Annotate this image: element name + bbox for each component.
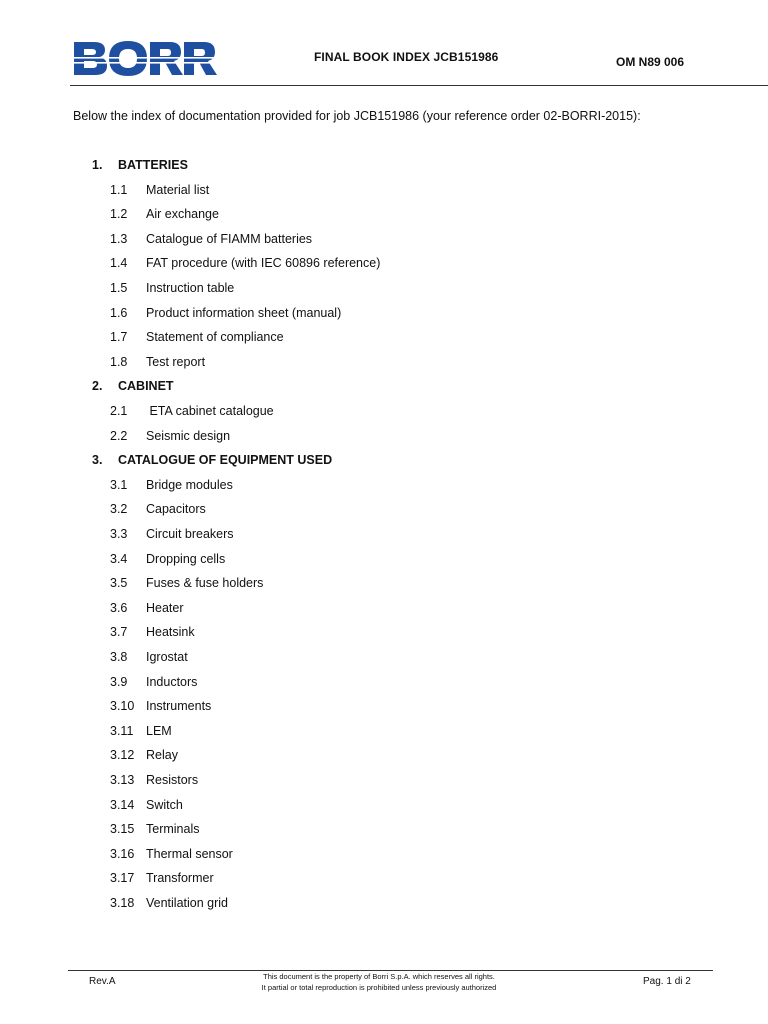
section-number: 1. [92,158,103,172]
section-title: BATTERIES [118,158,188,172]
item-label: Heatsink [146,625,195,640]
item-number: 3.6 [110,600,128,615]
item-number: 3.1 [110,477,128,492]
item-label: Seismic design [146,428,231,443]
item-label: Instruments [146,699,212,714]
item-number: 3.8 [110,650,128,664]
document-code: OM N89 006 [616,55,685,69]
item-number: 3.16 [110,846,135,861]
header-divider [70,85,768,86]
item-label: Dropping cells [146,551,226,566]
item-label: Ventilation grid [146,896,229,910]
item-number: 3.17 [110,871,135,886]
item-label: LEM [146,723,172,738]
item-number: 3.12 [110,748,135,763]
item-number: 1.3 [110,231,128,246]
section-number: 2. [92,379,103,394]
revision-label: Rev.A [89,976,116,987]
item-number: 3.13 [110,773,135,787]
item-label: FAT procedure (with IEC 60896 reference) [146,256,381,271]
item-label: Resistors [146,773,199,787]
borri-logo [72,38,222,78]
item-number: 3.3 [110,527,128,541]
page-header [0,0,768,86]
item-label: Thermal sensor [146,846,233,861]
item-number: 3.7 [110,625,128,640]
item-number: 2.2 [110,428,128,443]
item-number: 3.11 [110,723,134,738]
section-title: CATALOGUE OF EQUIPMENT USED [118,453,333,468]
item-number: 3.15 [110,822,135,837]
item-label: Air exchange [146,207,219,222]
item-label: ETA cabinet catalogue [146,404,274,418]
item-number: 1.5 [110,281,128,295]
copyright-notice [220,971,538,993]
item-label: Heater [146,600,184,615]
item-number: 3.10 [110,699,135,714]
item-number: 3.9 [110,674,128,689]
item-label: Test report [146,354,206,369]
document-title: FINAL BOOK INDEX JCB151986 [314,50,499,64]
svg-text:BORRI: BORRI [72,38,76,39]
item-label: Relay [146,748,178,763]
item-label: Bridge modules [146,477,233,492]
item-number: 3.14 [110,797,135,812]
section-number: 3. [92,453,103,468]
item-number: 1.7 [110,330,128,345]
item-label: Product information sheet (manual) [146,305,342,320]
item-label: Catalogue of FIAMM batteries [146,231,313,246]
page-number: Pag. 1 di 2 [643,976,691,987]
item-label: Capacitors [146,502,206,517]
item-label: Switch [146,797,183,812]
item-number: 3.18 [110,896,135,910]
item-number: 3.5 [110,576,128,591]
section-title: CABINET [118,379,174,394]
item-number: 1.2 [110,207,128,222]
item-label: Terminals [146,822,200,837]
item-label: Transformer [146,871,214,886]
item-label: Inductors [146,674,198,689]
item-number: 1.1 [110,182,128,197]
item-label: Instruction table [146,281,235,295]
item-number: 3.2 [110,502,128,517]
item-label: Igrostat [146,650,188,664]
copyright-notice-line2: It partial or total reproduction is prohibited unless previously authorized [261,983,497,992]
item-number: 2.1 [110,404,128,418]
item-label: Circuit breakers [146,527,234,541]
item-number: 3.4 [110,551,128,566]
item-label: Material list [146,182,210,197]
item-number: 1.4 [110,256,128,271]
item-number: 1.8 [110,354,128,369]
item-label: Fuses & fuse holders [146,576,264,591]
copyright-notice-line1: This document is the property of Borri S.p.A. which reserves all rights. [263,972,495,981]
intro-text: Below the index of documentation provided for job JCB151986 (your reference order 02-BORRI-2015): [73,109,641,123]
item-number: 1.6 [110,305,128,320]
item-label: Statement of compliance [146,330,284,345]
